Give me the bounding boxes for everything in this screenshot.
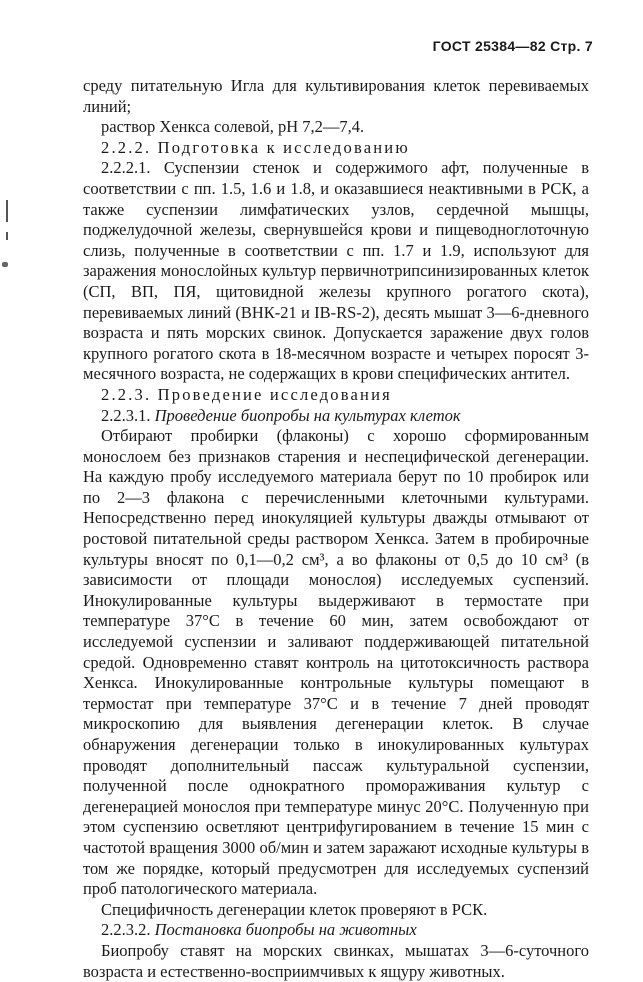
paragraph-specificity: Специфичность дегенерации клеток проверяют в РСК. <box>101 899 488 919</box>
paragraph-list-end: среду питательную Игла для культивирования клеток перевиваемых линий; <box>83 76 589 116</box>
section-heading-preparation: 2.2.2. Подготовка к исследованию <box>101 137 410 157</box>
paragraph-2-2-2-1: 2.2.2.1. Суспензии стенок и содержимого афт, полученные в соответствии с пп. 1.5, 1.6 и 1.8, и оказавшиеся неактивными в РСК, а также суспензии лимфатических узлов, сердечной мышцы, поджелудочной железы, свернувшейся крови и пищеводноглоточную слизь, полученные в соответствии с пп. 1.7 и 1.9, используют для заражения монослойных культур первичнотрипсинизированных клеток (СП, ВП, ПЯ, щитовидной железы крупного рогатого скота), перевиваемых линий (ВНК-21 и IB-RS-2), десять мышат 3—6-дневного возраста и пять морских свинок. Допускается заражение двух голов крупного рогатого скота в 18-месячном возрасте и четырех поросят 3-месячного возраста, не содержащих в крови специфических антител. <box>83 158 589 384</box>
document-body <box>83 76 589 982</box>
subsection-title: Проведение биопробы на культурах клеток <box>154 405 461 425</box>
subsection-heading-cell-culture <box>83 406 589 427</box>
section-heading-conduct: 2.2.3. Проведение исследования <box>101 384 392 404</box>
subsection-number: 2.2.3.2. <box>101 920 151 940</box>
subsection-number: 2.2.3.1. <box>101 405 151 425</box>
margin-mark <box>6 200 8 222</box>
page-number: Стр. 7 <box>550 38 593 54</box>
subsection-heading-animals <box>83 920 589 941</box>
margin-dot <box>2 262 8 267</box>
margin-mark <box>6 232 8 240</box>
page-header <box>433 38 593 54</box>
standard-number: ГОСТ 25384—82 <box>432 38 546 54</box>
paragraph-animals: Биопробу ставят на морских свинках, мышатах 3—6-суточного возраста и естественно-восприимчивых к ящуру животных. <box>83 940 589 981</box>
paragraph-hanks: раствор Хенкса солевой, рН 7,2—7,4. <box>101 117 365 137</box>
subsection-title: Постановка биопробы на животных <box>154 920 417 940</box>
paragraph-cell-culture-procedure: Отбирают пробирки (флаконы) с хорошо сформированным монослоем без признаков старения и неспецифической дегенерации. На каждую пробу исследуемого материала берут по 10 пробирок или по 2—3 флакона с перечисленными клеточными культурами. Непосредственно перед инокуляцией культуры дважды отмывают от ростовой питательной среды раствором Хенкса. Затем в пробирочные культуры вносят по 0,1—0,2 см³, а во флаконы от 0,5 до 10 см³ (в зависимости от площади монослоя) исследуемых суспензий. Инокулированные культуры выдерживают в термостате при температуре 37°С в течение 60 мин, затем освобождают от исследуемой суспензии и заливают поддерживающей питательной средой. Одновременно ставят контроль на цитотоксичность раствора Хенкса. Инокулированные контрольные культуры помещают в термостат при температуре 37°С и в течение 7 дней проводят микроскопию для выявления дегенерации клеток. В случае обнаружения дегенерации только в инокулированных культурах проводят дополнительный пассаж культуральной суспензии, полученной после однократного промораживания культур с дегенерацией монослоя при температуре минус 20°С. Полученную при этом суспензию осветляют центрифугированием в течение 15 мин с частотой вращения 3000 об/мин и затем заражают исходные культуры в том же порядке, который предусмотрен для исследуемых суспензий проб патологического материала. <box>83 426 589 899</box>
